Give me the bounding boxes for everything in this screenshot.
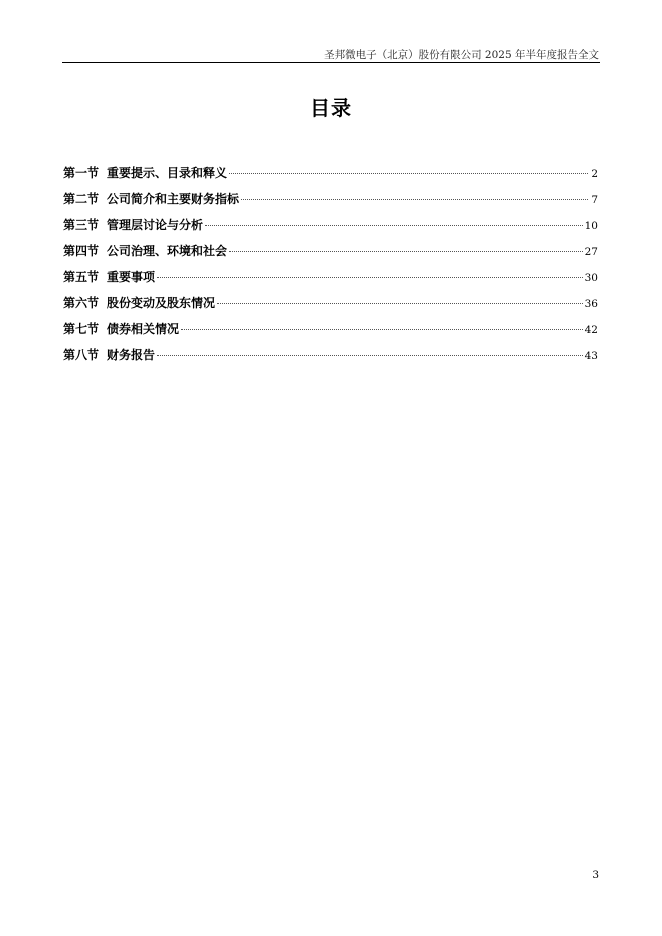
page-number: 3 — [592, 869, 599, 881]
toc-section-number: 第三节 — [63, 218, 100, 232]
toc-entry[interactable] — [63, 294, 598, 320]
toc-section-heading: 债券相关情况 — [107, 322, 180, 336]
toc-section-heading: 重要事项 — [107, 270, 156, 284]
toc-dot-leader — [181, 328, 583, 330]
toc-entry[interactable] — [63, 164, 598, 190]
toc-section-heading: 重要提示、目录和释义 — [107, 166, 228, 180]
toc-dot-leader — [217, 302, 583, 304]
toc-dot-leader — [229, 172, 588, 174]
toc-section-heading: 公司治理、环境和社会 — [107, 244, 228, 258]
toc-page-number: 7 — [591, 194, 598, 206]
toc-entry[interactable] — [63, 346, 598, 372]
toc-dot-leader — [229, 250, 583, 252]
toc-entry[interactable] — [63, 216, 598, 242]
toc-page-number: 43 — [584, 350, 598, 362]
toc-page-number: 2 — [591, 168, 598, 180]
toc-title: 目录 — [310, 96, 352, 120]
header-divider — [62, 62, 600, 63]
toc-section-number: 第二节 — [63, 192, 100, 206]
toc-section-number: 第四节 — [63, 244, 100, 258]
toc-entry[interactable] — [63, 268, 598, 294]
toc-section-heading: 公司简介和主要财务指标 — [107, 192, 240, 206]
toc-page-number: 42 — [584, 324, 598, 336]
toc-section-number: 第八节 — [63, 348, 100, 362]
toc-section-heading: 管理层讨论与分析 — [107, 218, 204, 232]
toc-page-number: 30 — [584, 272, 598, 284]
toc-dot-leader — [205, 224, 583, 226]
report-header-title: 圣邦微电子（北京）股份有限公司 2025 年半年度报告全文 — [324, 49, 599, 61]
toc-entry[interactable] — [63, 320, 598, 346]
toc-section-heading: 财务报告 — [107, 348, 156, 362]
toc-section-heading: 股份变动及股东情况 — [107, 296, 216, 310]
toc-page-number: 10 — [584, 220, 598, 232]
toc-section-number: 第五节 — [63, 270, 100, 284]
toc-section-number: 第七节 — [63, 322, 100, 336]
table-of-contents — [63, 164, 598, 372]
toc-dot-leader — [157, 354, 583, 356]
toc-section-number: 第一节 — [63, 166, 100, 180]
toc-section-number: 第六节 — [63, 296, 100, 310]
toc-entry[interactable] — [63, 242, 598, 268]
toc-entry[interactable] — [63, 190, 598, 216]
toc-dot-leader — [157, 276, 583, 278]
toc-page-number: 36 — [584, 298, 598, 310]
toc-dot-leader — [241, 198, 588, 200]
toc-page-number: 27 — [584, 246, 598, 258]
